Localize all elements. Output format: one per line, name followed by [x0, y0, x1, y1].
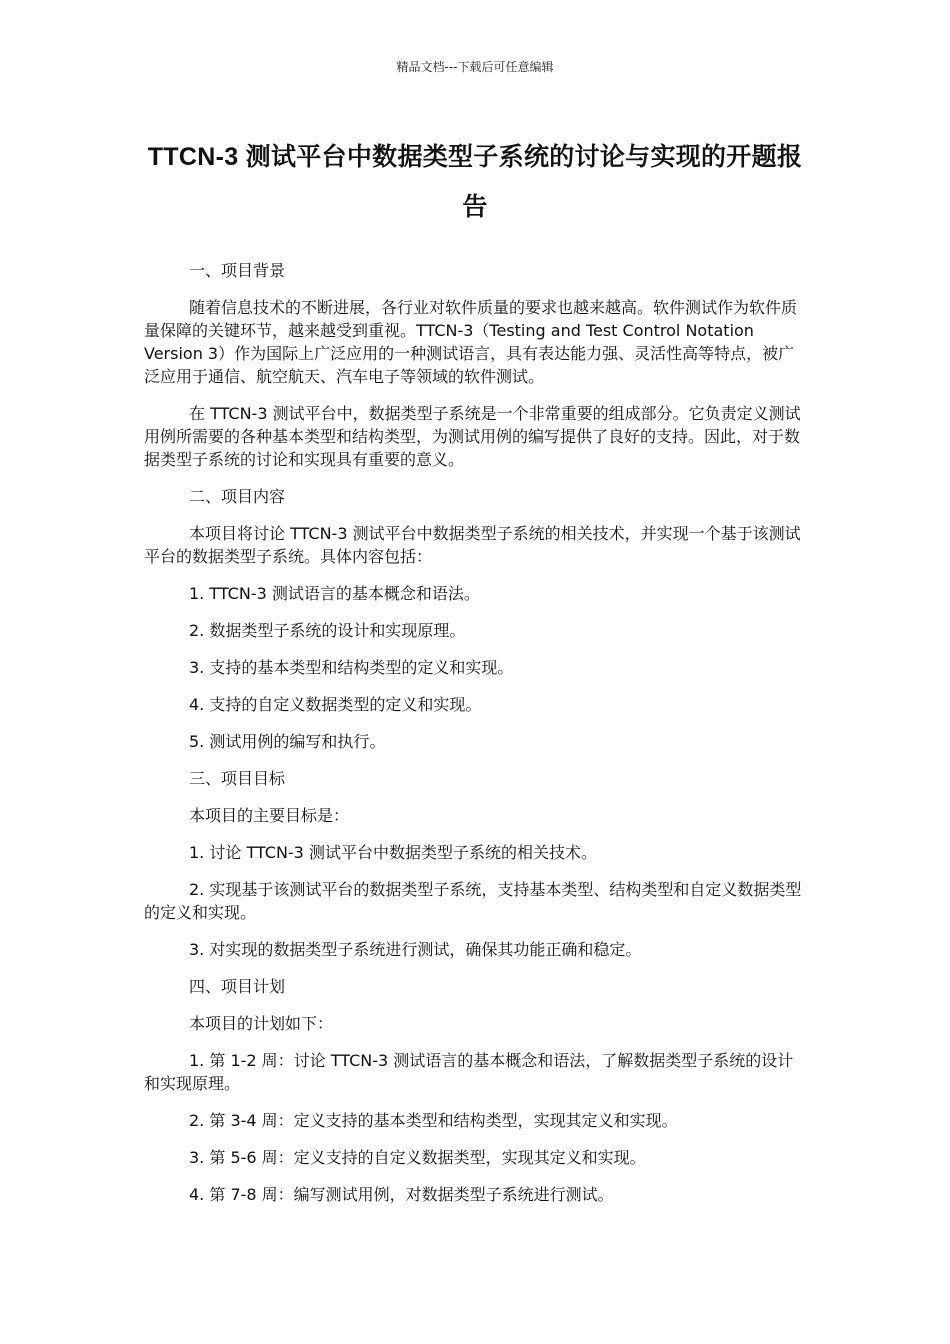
section-heading-plan: 四、项目计划 — [189, 977, 286, 996]
list-item: 4. 支持的自定义数据类型的定义和实现。 — [189, 695, 482, 714]
paragraph: 在 TTCN-3 测试平台中，数据类型子系统是一个非常重要的组成部分。它负责定义测试用例所需要的各种基本类型和结构类型，为测试用例的编写提供了良好的支持。因此，对于数据类型子系统的讨论和实现具有重要的意义。 — [144, 404, 801, 469]
section-heading-content: 二、项目内容 — [189, 487, 286, 506]
list-item: 3. 支持的基本类型和结构类型的定义和实现。 — [189, 658, 514, 677]
list-item: 2. 数据类型子系统的设计和实现原理。 — [189, 621, 466, 640]
paragraph: 本项目将讨论 TTCN-3 测试平台中数据类型子系统的相关技术，并实现一个基于该测试平台的数据类型子系统。具体内容包括： — [144, 524, 801, 566]
list-item: 1. 讨论 TTCN-3 测试平台中数据类型子系统的相关技术。 — [189, 843, 597, 862]
list-item: 2. 第 3-4 周：定义支持的基本类型和结构类型，实现其定义和实现。 — [189, 1111, 678, 1130]
paragraph: 本项目的计划如下： — [189, 1014, 334, 1033]
list-item: 3. 第 5-6 周：定义支持的自定义数据类型，实现其定义和实现。 — [189, 1148, 646, 1167]
list-item: 3. 对实现的数据类型子系统进行测试，确保其功能正确和稳定。 — [189, 940, 642, 959]
list-item: 1. 第 1-2 周：讨论 TTCN-3 测试语言的基本概念和语法，了解数据类型子系统的设计和实现原理。 — [144, 1051, 794, 1093]
list-item: 2. 实现基于该测试平台的数据类型子系统，支持基本类型、结构类型和自定义数据类型的定义和实现。 — [144, 880, 802, 922]
paragraph: 随着信息技术的不断进展，各行业对软件质量的要求也越来越高。软件测试作为软件质量保障的关键环节，越来越受到重视。TTCN-3（Testing and Test Control Notation Version 3）作为国际上广泛应用的一种测试语言，具有表达能力强、灵活性高等特点，被广泛应用于通信、航空航天、汽车电子等领域的软件测试。 — [144, 298, 798, 386]
list-item: 1. TTCN-3 测试语言的基本概念和语法。 — [189, 584, 480, 603]
document-body — [144, 259, 809, 1220]
paragraph: 本项目的主要目标是： — [189, 806, 350, 825]
section-heading-background: 一、项目背景 — [189, 261, 286, 280]
header-note: 精品文档---下载后可任意编辑 — [396, 60, 554, 74]
list-item: 4. 第 7-8 周：编写测试用例，对数据类型子系统进行测试。 — [189, 1185, 614, 1204]
document-title: TTCN-3 测试平台中数据类型子系统的讨论与实现的开题报告 — [147, 143, 803, 221]
list-item: 5. 测试用例的编写和执行。 — [189, 732, 386, 751]
section-heading-goals: 三、项目目标 — [189, 769, 286, 788]
